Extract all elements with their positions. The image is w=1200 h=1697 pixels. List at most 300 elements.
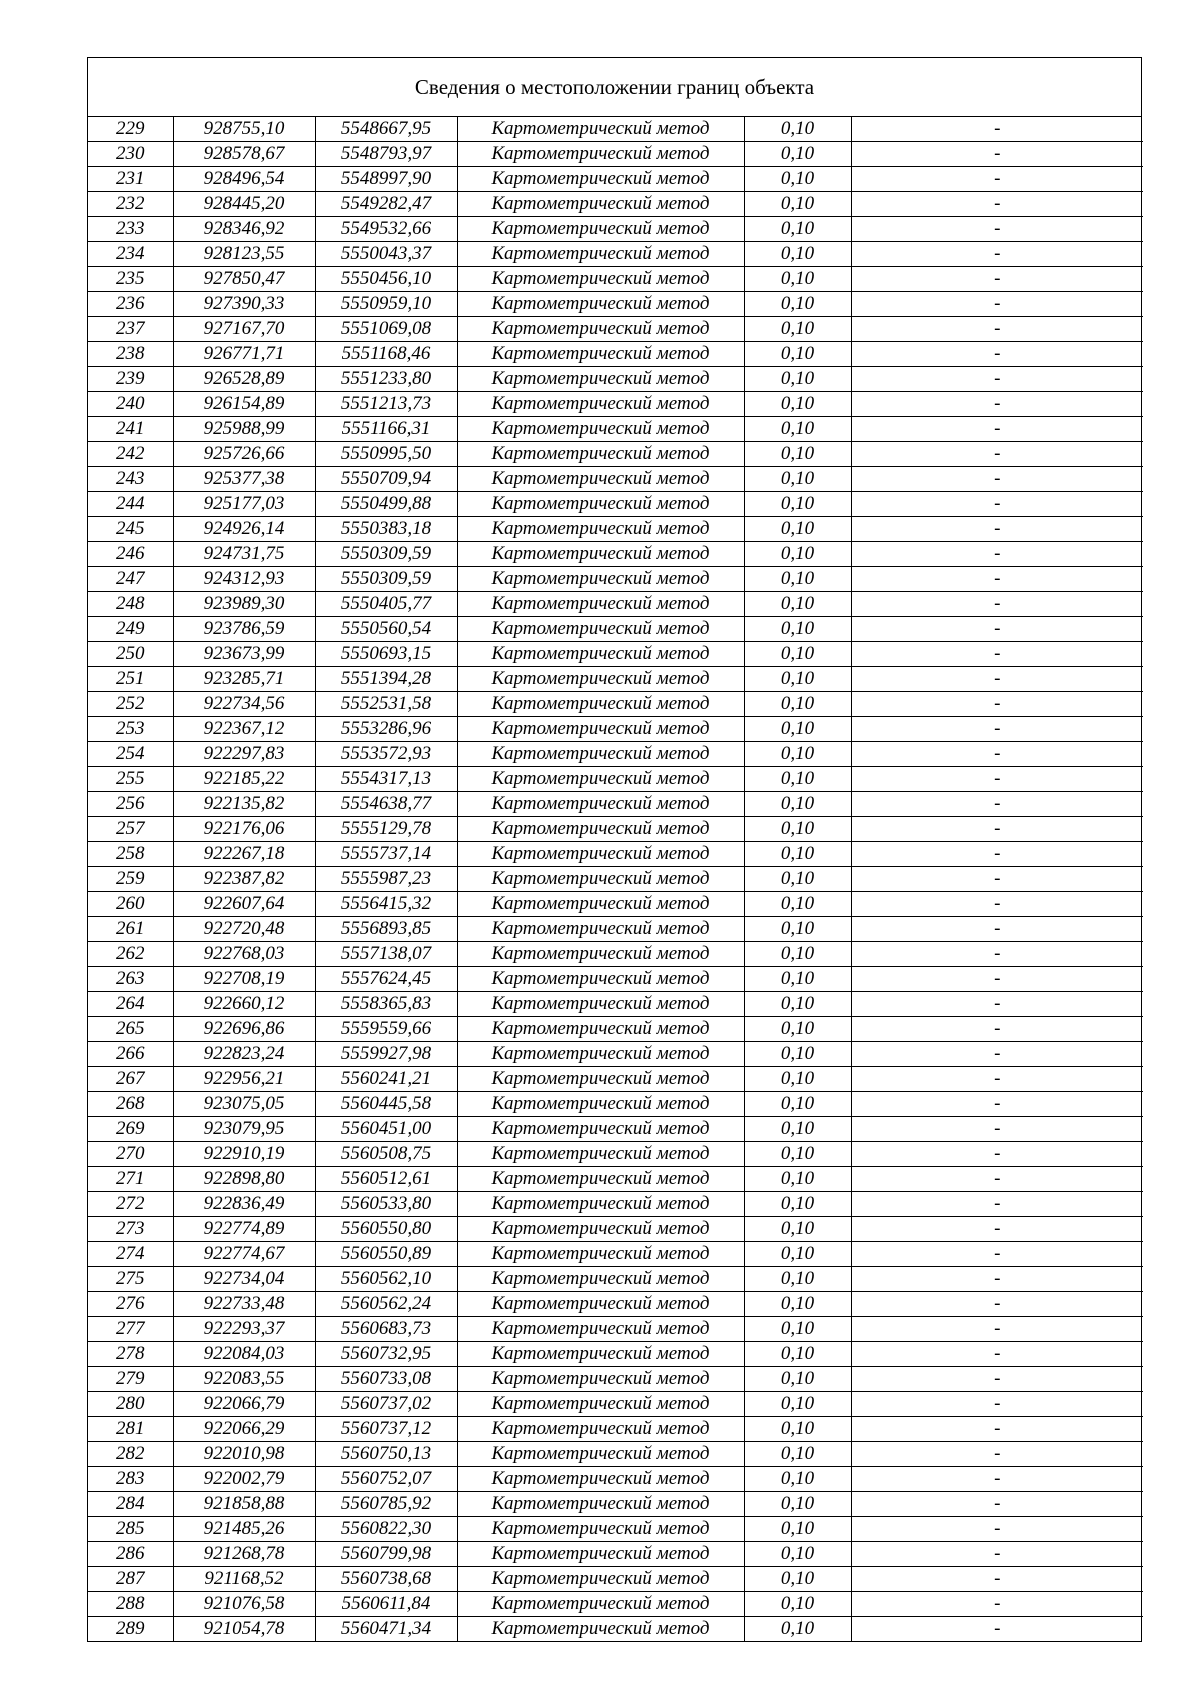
y-coordinate-cell: 5551213,73 — [315, 392, 457, 417]
description-cell: - — [851, 842, 1143, 867]
point-number-cell: 268 — [88, 1092, 173, 1117]
method-cell: Картометрический метод — [457, 142, 744, 167]
method-cell: Картометрический метод — [457, 692, 744, 717]
table-row — [88, 492, 1143, 517]
accuracy-cell: 0,10 — [744, 242, 851, 267]
description-cell: - — [851, 1117, 1143, 1142]
description-cell: - — [851, 167, 1143, 192]
x-coordinate-cell: 921076,58 — [173, 1592, 315, 1617]
accuracy-cell: 0,10 — [744, 1242, 851, 1267]
x-coordinate-cell: 922823,24 — [173, 1042, 315, 1067]
table-row — [88, 142, 1143, 167]
accuracy-cell: 0,10 — [744, 742, 851, 767]
y-coordinate-cell: 5550499,88 — [315, 492, 457, 517]
table-row — [88, 517, 1143, 542]
accuracy-cell: 0,10 — [744, 317, 851, 342]
description-cell: - — [851, 1017, 1143, 1042]
x-coordinate-cell: 925726,66 — [173, 442, 315, 467]
accuracy-cell: 0,10 — [744, 767, 851, 792]
description-cell: - — [851, 267, 1143, 292]
table-row — [88, 392, 1143, 417]
method-cell: Картометрический метод — [457, 1067, 744, 1092]
accuracy-cell: 0,10 — [744, 542, 851, 567]
table-row — [88, 267, 1143, 292]
description-cell: - — [851, 1342, 1143, 1367]
method-cell: Картометрический метод — [457, 367, 744, 392]
accuracy-cell: 0,10 — [744, 467, 851, 492]
method-cell: Картометрический метод — [457, 617, 744, 642]
accuracy-cell: 0,10 — [744, 1317, 851, 1342]
table-row — [88, 1117, 1143, 1142]
boundary-table-sheet — [87, 57, 1142, 1642]
x-coordinate-cell: 922387,82 — [173, 867, 315, 892]
point-number-cell: 277 — [88, 1317, 173, 1342]
y-coordinate-cell: 5550693,15 — [315, 642, 457, 667]
x-coordinate-cell: 922010,98 — [173, 1442, 315, 1467]
method-cell: Картометрический метод — [457, 1617, 744, 1642]
x-coordinate-cell: 922084,03 — [173, 1342, 315, 1367]
y-coordinate-cell: 5560733,08 — [315, 1367, 457, 1392]
description-cell: - — [851, 442, 1143, 467]
description-cell: - — [851, 492, 1143, 517]
point-number-cell: 272 — [88, 1192, 173, 1217]
x-coordinate-cell: 922768,03 — [173, 942, 315, 967]
method-cell: Картометрический метод — [457, 442, 744, 467]
y-coordinate-cell: 5560683,73 — [315, 1317, 457, 1342]
x-coordinate-cell: 928496,54 — [173, 167, 315, 192]
x-coordinate-cell: 922066,29 — [173, 1417, 315, 1442]
method-cell: Картометрический метод — [457, 1467, 744, 1492]
accuracy-cell: 0,10 — [744, 1292, 851, 1317]
accuracy-cell: 0,10 — [744, 892, 851, 917]
method-cell: Картометрический метод — [457, 292, 744, 317]
point-number-cell: 242 — [88, 442, 173, 467]
x-coordinate-cell: 922734,04 — [173, 1267, 315, 1292]
method-cell: Картометрический метод — [457, 1367, 744, 1392]
method-cell: Картометрический метод — [457, 1217, 744, 1242]
x-coordinate-cell: 922176,06 — [173, 817, 315, 842]
description-cell: - — [851, 717, 1143, 742]
method-cell: Картометрический метод — [457, 1542, 744, 1567]
y-coordinate-cell: 5560451,00 — [315, 1117, 457, 1142]
table-row — [88, 1442, 1143, 1467]
point-number-cell: 279 — [88, 1367, 173, 1392]
point-number-cell: 264 — [88, 992, 173, 1017]
description-cell: - — [851, 1092, 1143, 1117]
y-coordinate-cell: 5560799,98 — [315, 1542, 457, 1567]
table-row — [88, 292, 1143, 317]
point-number-cell: 231 — [88, 167, 173, 192]
method-cell: Картометрический метод — [457, 1342, 744, 1367]
table-row — [88, 1292, 1143, 1317]
x-coordinate-cell: 925377,38 — [173, 467, 315, 492]
table-row — [88, 1417, 1143, 1442]
point-number-cell: 251 — [88, 667, 173, 692]
accuracy-cell: 0,10 — [744, 1092, 851, 1117]
point-number-cell: 256 — [88, 792, 173, 817]
description-cell: - — [851, 1367, 1143, 1392]
description-cell: - — [851, 1567, 1143, 1592]
x-coordinate-cell: 926771,71 — [173, 342, 315, 367]
x-coordinate-cell: 922002,79 — [173, 1467, 315, 1492]
point-number-cell: 265 — [88, 1017, 173, 1042]
y-coordinate-cell: 5548997,90 — [315, 167, 457, 192]
x-coordinate-cell: 923673,99 — [173, 642, 315, 667]
description-cell: - — [851, 942, 1143, 967]
table-row — [88, 942, 1143, 967]
x-coordinate-cell: 922607,64 — [173, 892, 315, 917]
point-number-cell: 247 — [88, 567, 173, 592]
method-cell: Картометрический метод — [457, 542, 744, 567]
method-cell: Картометрический метод — [457, 417, 744, 442]
description-cell: - — [851, 1242, 1143, 1267]
accuracy-cell: 0,10 — [744, 717, 851, 742]
point-number-cell: 254 — [88, 742, 173, 767]
point-number-cell: 241 — [88, 417, 173, 442]
table-row — [88, 1017, 1143, 1042]
description-cell: - — [851, 242, 1143, 267]
x-coordinate-cell: 923079,95 — [173, 1117, 315, 1142]
method-cell: Картометрический метод — [457, 1442, 744, 1467]
point-number-cell: 229 — [88, 117, 173, 142]
accuracy-cell: 0,10 — [744, 367, 851, 392]
accuracy-cell: 0,10 — [744, 1542, 851, 1567]
table-row — [88, 742, 1143, 767]
y-coordinate-cell: 5553286,96 — [315, 717, 457, 742]
x-coordinate-cell: 921485,26 — [173, 1517, 315, 1542]
y-coordinate-cell: 5550405,77 — [315, 592, 457, 617]
description-cell: - — [851, 1167, 1143, 1192]
y-coordinate-cell: 5549532,66 — [315, 217, 457, 242]
y-coordinate-cell: 5549282,47 — [315, 192, 457, 217]
point-number-cell: 288 — [88, 1592, 173, 1617]
y-coordinate-cell: 5555737,14 — [315, 842, 457, 867]
description-cell: - — [851, 217, 1143, 242]
description-cell: - — [851, 467, 1143, 492]
table-row — [88, 642, 1143, 667]
description-cell: - — [851, 892, 1143, 917]
point-number-cell: 276 — [88, 1292, 173, 1317]
x-coordinate-cell: 928123,55 — [173, 242, 315, 267]
x-coordinate-cell: 926528,89 — [173, 367, 315, 392]
accuracy-cell: 0,10 — [744, 1467, 851, 1492]
description-cell: - — [851, 667, 1143, 692]
method-cell: Картометрический метод — [457, 992, 744, 1017]
point-number-cell: 249 — [88, 617, 173, 642]
description-cell: - — [851, 792, 1143, 817]
x-coordinate-cell: 922836,49 — [173, 1192, 315, 1217]
accuracy-cell: 0,10 — [744, 792, 851, 817]
description-cell: - — [851, 1617, 1143, 1642]
accuracy-cell: 0,10 — [744, 342, 851, 367]
x-coordinate-cell: 924926,14 — [173, 517, 315, 542]
accuracy-cell: 0,10 — [744, 142, 851, 167]
coordinates-table — [88, 117, 1143, 1641]
point-number-cell: 273 — [88, 1217, 173, 1242]
method-cell: Картометрический метод — [457, 717, 744, 742]
method-cell: Картометрический метод — [457, 892, 744, 917]
y-coordinate-cell: 5556893,85 — [315, 917, 457, 942]
accuracy-cell: 0,10 — [744, 1192, 851, 1217]
x-coordinate-cell: 922910,19 — [173, 1142, 315, 1167]
method-cell: Картометрический метод — [457, 192, 744, 217]
point-number-cell: 278 — [88, 1342, 173, 1367]
y-coordinate-cell: 5555129,78 — [315, 817, 457, 842]
point-number-cell: 289 — [88, 1617, 173, 1642]
description-cell: - — [851, 742, 1143, 767]
accuracy-cell: 0,10 — [744, 1492, 851, 1517]
x-coordinate-cell: 922774,89 — [173, 1217, 315, 1242]
x-coordinate-cell: 922293,37 — [173, 1317, 315, 1342]
x-coordinate-cell: 922898,80 — [173, 1167, 315, 1192]
accuracy-cell: 0,10 — [744, 667, 851, 692]
y-coordinate-cell: 5559559,66 — [315, 1017, 457, 1042]
description-cell: - — [851, 192, 1143, 217]
method-cell: Картометрический метод — [457, 792, 744, 817]
x-coordinate-cell: 922066,79 — [173, 1392, 315, 1417]
x-coordinate-cell: 922708,19 — [173, 967, 315, 992]
y-coordinate-cell: 5548793,97 — [315, 142, 457, 167]
table-row — [88, 1092, 1143, 1117]
table-row — [88, 767, 1143, 792]
method-cell: Картометрический метод — [457, 217, 744, 242]
table-row — [88, 367, 1143, 392]
x-coordinate-cell: 927850,47 — [173, 267, 315, 292]
description-cell: - — [851, 1442, 1143, 1467]
table-row — [88, 442, 1143, 467]
point-number-cell: 246 — [88, 542, 173, 567]
table-row — [88, 1217, 1143, 1242]
description-cell: - — [851, 317, 1143, 342]
method-cell: Картометрический метод — [457, 942, 744, 967]
table-row — [88, 1592, 1143, 1617]
method-cell: Картометрический метод — [457, 1517, 744, 1542]
x-coordinate-cell: 921268,78 — [173, 1542, 315, 1567]
description-cell: - — [851, 1417, 1143, 1442]
table-row — [88, 1167, 1143, 1192]
y-coordinate-cell: 5559927,98 — [315, 1042, 457, 1067]
table-row — [88, 192, 1143, 217]
y-coordinate-cell: 5553572,93 — [315, 742, 457, 767]
y-coordinate-cell: 5560732,95 — [315, 1342, 457, 1367]
table-row — [88, 1192, 1143, 1217]
method-cell: Картометрический метод — [457, 1242, 744, 1267]
description-cell: - — [851, 617, 1143, 642]
method-cell: Картометрический метод — [457, 117, 744, 142]
table-row — [88, 1542, 1143, 1567]
point-number-cell: 233 — [88, 217, 173, 242]
accuracy-cell: 0,10 — [744, 1117, 851, 1142]
y-coordinate-cell: 5556415,32 — [315, 892, 457, 917]
accuracy-cell: 0,10 — [744, 1442, 851, 1467]
point-number-cell: 243 — [88, 467, 173, 492]
point-number-cell: 270 — [88, 1142, 173, 1167]
table-row — [88, 1042, 1143, 1067]
point-number-cell: 230 — [88, 142, 173, 167]
method-cell: Картометрический метод — [457, 517, 744, 542]
method-cell: Картометрический метод — [457, 867, 744, 892]
accuracy-cell: 0,10 — [744, 392, 851, 417]
y-coordinate-cell: 5551394,28 — [315, 667, 457, 692]
point-number-cell: 271 — [88, 1167, 173, 1192]
description-cell: - — [851, 1517, 1143, 1542]
point-number-cell: 267 — [88, 1067, 173, 1092]
y-coordinate-cell: 5560241,21 — [315, 1067, 457, 1092]
method-cell: Картометрический метод — [457, 1192, 744, 1217]
x-coordinate-cell: 922083,55 — [173, 1367, 315, 1392]
accuracy-cell: 0,10 — [744, 567, 851, 592]
accuracy-cell: 0,10 — [744, 442, 851, 467]
method-cell: Картометрический метод — [457, 767, 744, 792]
x-coordinate-cell: 925177,03 — [173, 492, 315, 517]
accuracy-cell: 0,10 — [744, 192, 851, 217]
table-row — [88, 867, 1143, 892]
x-coordinate-cell: 924312,93 — [173, 567, 315, 592]
method-cell: Картометрический метод — [457, 267, 744, 292]
point-number-cell: 269 — [88, 1117, 173, 1142]
description-cell: - — [851, 1217, 1143, 1242]
accuracy-cell: 0,10 — [744, 917, 851, 942]
method-cell: Картометрический метод — [457, 1492, 744, 1517]
table-row — [88, 917, 1143, 942]
point-number-cell: 236 — [88, 292, 173, 317]
table-row — [88, 1067, 1143, 1092]
y-coordinate-cell: 5552531,58 — [315, 692, 457, 717]
method-cell: Картометрический метод — [457, 1017, 744, 1042]
table-row — [88, 417, 1143, 442]
y-coordinate-cell: 5557624,45 — [315, 967, 457, 992]
accuracy-cell: 0,10 — [744, 1042, 851, 1067]
table-row — [88, 217, 1143, 242]
point-number-cell: 250 — [88, 642, 173, 667]
accuracy-cell: 0,10 — [744, 1592, 851, 1617]
y-coordinate-cell: 5551166,31 — [315, 417, 457, 442]
point-number-cell: 259 — [88, 867, 173, 892]
description-cell: - — [851, 967, 1143, 992]
table-row — [88, 892, 1143, 917]
point-number-cell: 282 — [88, 1442, 173, 1467]
description-cell: - — [851, 417, 1143, 442]
y-coordinate-cell: 5550043,37 — [315, 242, 457, 267]
description-cell: - — [851, 567, 1143, 592]
method-cell: Картометрический метод — [457, 817, 744, 842]
accuracy-cell: 0,10 — [744, 167, 851, 192]
description-cell: - — [851, 1467, 1143, 1492]
table-row — [88, 1317, 1143, 1342]
method-cell: Картометрический метод — [457, 1317, 744, 1342]
accuracy-cell: 0,10 — [744, 292, 851, 317]
description-cell: - — [851, 117, 1143, 142]
y-coordinate-cell: 5558365,83 — [315, 992, 457, 1017]
x-coordinate-cell: 925988,99 — [173, 417, 315, 442]
method-cell: Картометрический метод — [457, 392, 744, 417]
x-coordinate-cell: 923075,05 — [173, 1092, 315, 1117]
y-coordinate-cell: 5560611,84 — [315, 1592, 457, 1617]
method-cell: Картометрический метод — [457, 1592, 744, 1617]
point-number-cell: 248 — [88, 592, 173, 617]
table-row — [88, 617, 1143, 642]
description-cell: - — [851, 542, 1143, 567]
point-number-cell: 245 — [88, 517, 173, 542]
method-cell: Картометрический метод — [457, 1142, 744, 1167]
description-cell: - — [851, 767, 1143, 792]
y-coordinate-cell: 5560752,07 — [315, 1467, 457, 1492]
description-cell: - — [851, 1042, 1143, 1067]
accuracy-cell: 0,10 — [744, 492, 851, 517]
table-row — [88, 467, 1143, 492]
description-cell: - — [851, 992, 1143, 1017]
method-cell: Картометрический метод — [457, 592, 744, 617]
method-cell: Картометрический метод — [457, 842, 744, 867]
y-coordinate-cell: 5560737,12 — [315, 1417, 457, 1442]
point-number-cell: 275 — [88, 1267, 173, 1292]
description-cell: - — [851, 1392, 1143, 1417]
y-coordinate-cell: 5560562,10 — [315, 1267, 457, 1292]
accuracy-cell: 0,10 — [744, 967, 851, 992]
accuracy-cell: 0,10 — [744, 592, 851, 617]
accuracy-cell: 0,10 — [744, 117, 851, 142]
point-number-cell: 261 — [88, 917, 173, 942]
table-row — [88, 1517, 1143, 1542]
accuracy-cell: 0,10 — [744, 217, 851, 242]
accuracy-cell: 0,10 — [744, 692, 851, 717]
point-number-cell: 234 — [88, 242, 173, 267]
y-coordinate-cell: 5550383,18 — [315, 517, 457, 542]
y-coordinate-cell: 5560533,80 — [315, 1192, 457, 1217]
y-coordinate-cell: 5560512,61 — [315, 1167, 457, 1192]
table-row — [88, 117, 1143, 142]
method-cell: Картометрический метод — [457, 1167, 744, 1192]
point-number-cell: 283 — [88, 1467, 173, 1492]
point-number-cell: 238 — [88, 342, 173, 367]
y-coordinate-cell: 5551233,80 — [315, 367, 457, 392]
accuracy-cell: 0,10 — [744, 417, 851, 442]
point-number-cell: 258 — [88, 842, 173, 867]
accuracy-cell: 0,10 — [744, 1142, 851, 1167]
y-coordinate-cell: 5554317,13 — [315, 767, 457, 792]
y-coordinate-cell: 5551168,46 — [315, 342, 457, 367]
point-number-cell: 253 — [88, 717, 173, 742]
x-coordinate-cell: 921054,78 — [173, 1617, 315, 1642]
x-coordinate-cell: 922297,83 — [173, 742, 315, 767]
y-coordinate-cell: 5550309,59 — [315, 567, 457, 592]
point-number-cell: 274 — [88, 1242, 173, 1267]
accuracy-cell: 0,10 — [744, 842, 851, 867]
method-cell: Картометрический метод — [457, 167, 744, 192]
table-row — [88, 1492, 1143, 1517]
method-cell: Картометрический метод — [457, 467, 744, 492]
x-coordinate-cell: 924731,75 — [173, 542, 315, 567]
point-number-cell: 285 — [88, 1517, 173, 1542]
y-coordinate-cell: 5551069,08 — [315, 317, 457, 342]
table-row — [88, 842, 1143, 867]
accuracy-cell: 0,10 — [744, 1017, 851, 1042]
table-row — [88, 817, 1143, 842]
description-cell: - — [851, 1192, 1143, 1217]
table-row — [88, 1367, 1143, 1392]
description-cell: - — [851, 342, 1143, 367]
point-number-cell: 237 — [88, 317, 173, 342]
point-number-cell: 284 — [88, 1492, 173, 1517]
x-coordinate-cell: 921858,88 — [173, 1492, 315, 1517]
accuracy-cell: 0,10 — [744, 1517, 851, 1542]
method-cell: Картометрический метод — [457, 1417, 744, 1442]
description-cell: - — [851, 517, 1143, 542]
table-row — [88, 1467, 1143, 1492]
point-number-cell: 244 — [88, 492, 173, 517]
method-cell: Картометрический метод — [457, 967, 744, 992]
y-coordinate-cell: 5560562,24 — [315, 1292, 457, 1317]
